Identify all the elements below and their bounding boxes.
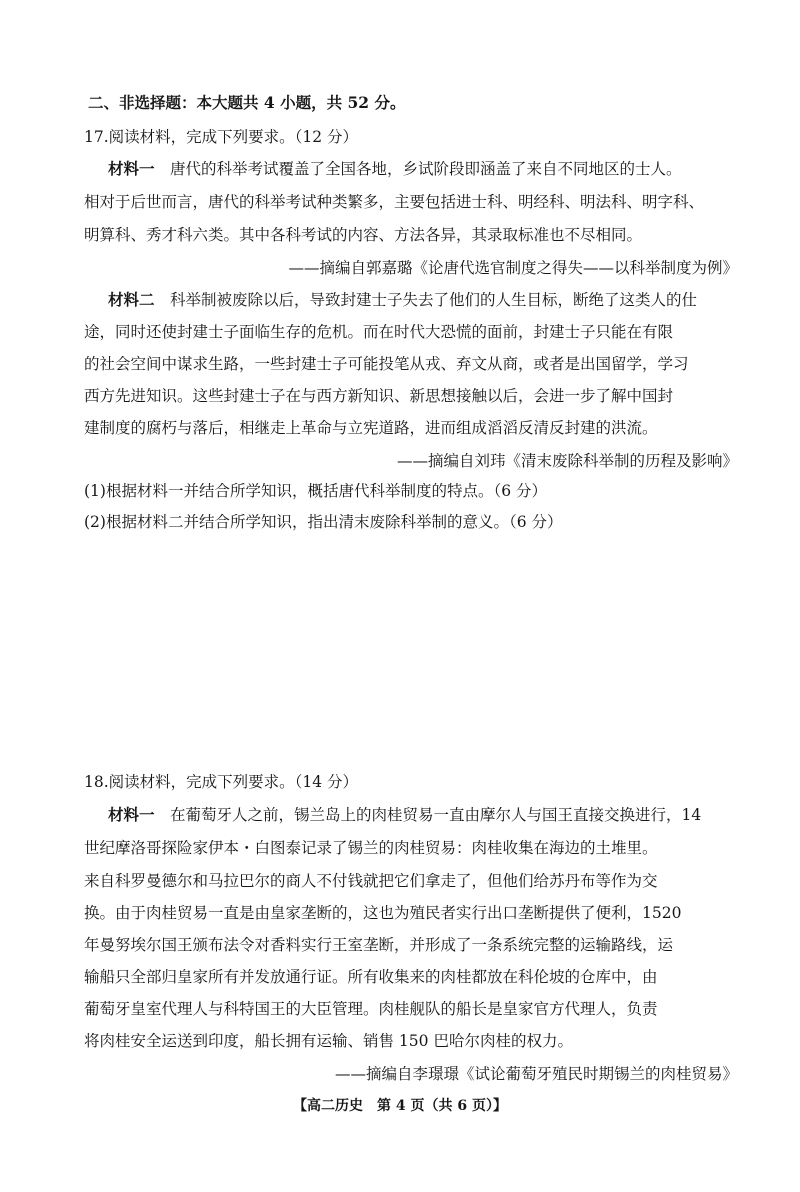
q17-material-2-line-2: 途，同时还使封建士子面临生存的危机。而在时代大恐慌的面前，封建士子只能在有限 <box>84 323 674 341</box>
q18-material-1-line-7: 葡萄牙皇室代理人与科特国王的大臣管理。肉桂舰队的船长是皇家官方代理人，负责 <box>84 1000 658 1018</box>
q18-material-1-line-2: 世纪摩洛哥探险家伊本・白图泰记录了锡兰的肉桂贸易：肉桂收集在海边的土堆里。 <box>84 839 658 857</box>
q17-subquestion-1: (1)根据材料一并结合所学知识，概括唐代科举制度的特点。（6 分） <box>84 482 547 500</box>
q17-material-2-line-5: 建制度的腐朽与落后，相继走上革命与立宪道路，进而组成滔滔反清反封建的洪流。 <box>84 419 658 437</box>
q17-material-1-line-1 <box>108 159 682 179</box>
q18-material-1-line-6: 输船只全部归皇家所有并发放通行证。所有收集来的肉桂都放在科伦坡的仓库中，由 <box>84 968 658 986</box>
q17-m1-text-1: 唐代的科举考试覆盖了全国各地，乡试阶段即涵盖了来自不同地区的士人。 <box>170 160 682 178</box>
q17-m2-text-1: 科举制被废除以后，导致封建士子失去了他们的人生目标，断绝了这类人的仕 <box>170 291 698 309</box>
q18-material-1-line-1 <box>108 805 701 825</box>
q18-material-1-line-5: 年曼努埃尔国王颁布法令对香料实行王室垄断，并形成了一条系统完整的运输路线，运 <box>84 936 674 954</box>
q18-material-1-label: 材料一 <box>108 805 155 824</box>
q17-material-1-label: 材料一 <box>108 159 155 178</box>
q17-title: 17.阅读材料，完成下列要求。（12 分） <box>84 128 359 146</box>
q17-material-2-label: 材料二 <box>108 290 155 309</box>
q18-material-1-line-3: 来自科罗曼德尔和马拉巴尔的商人不付钱就把它们拿走了，但他们给苏丹布等作为交 <box>84 872 658 890</box>
q17-material-2-line-4: 西方先进知识。这些封建士子在与西方新知识、新思想接触以后，会进一步了解中国封 <box>84 387 674 405</box>
q17-subquestion-2: (2)根据材料二并结合所学知识，指出清末废除科举制的意义。（6 分） <box>84 513 563 531</box>
q17-material-1-line-2: 相对于后世而言，唐代的科举考试种类繁多，主要包括进士科、明经科、明法科、明字科、 <box>84 193 705 211</box>
page-footer: 【高二历史 第 4 页（共 6 页）】 <box>293 1098 507 1114</box>
q17-material-2-line-1 <box>108 290 697 310</box>
q17-material-1-source: ——摘编自郭嘉璐《论唐代选官制度之得失——以科举制度为例》 <box>288 259 738 277</box>
q17-material-1-line-3: 明算科、秀才科六类。其中各科考试的内容、方法各异，其录取标准也不尽相同。 <box>84 226 643 244</box>
section-heading: 二、非选择题：本大题共 4 小题，共 52 分。 <box>88 93 406 112</box>
q18-material-1-source: ——摘编自李璟璟《试论葡萄牙殖民时期锡兰的肉桂贸易》 <box>334 1065 738 1083</box>
q18-material-1-line-4: 换。由于肉桂贸易一直是由皇家垄断的，这也为殖民者实行出口垄断提供了便利，1520 <box>84 904 682 922</box>
q18-material-1-line-8: 将肉桂安全运送到印度，船长拥有运输、销售 150 巴哈尔肉桂的权力。 <box>84 1032 573 1050</box>
q17-material-2-source: ——摘编自刘玮《清末废除科举制的历程及影响》 <box>396 452 738 470</box>
q17-material-2-line-3: 的社会空间中谋求生路，一些封建士子可能投笔从戎、弃文从商，或者是出国留学，学习 <box>84 355 689 373</box>
q18-m1-text-1: 在葡萄牙人之前，锡兰岛上的肉桂贸易一直由摩尔人与国王直接交换进行，14 <box>170 806 702 824</box>
q18-title: 18.阅读材料，完成下列要求。（14 分） <box>84 773 359 791</box>
